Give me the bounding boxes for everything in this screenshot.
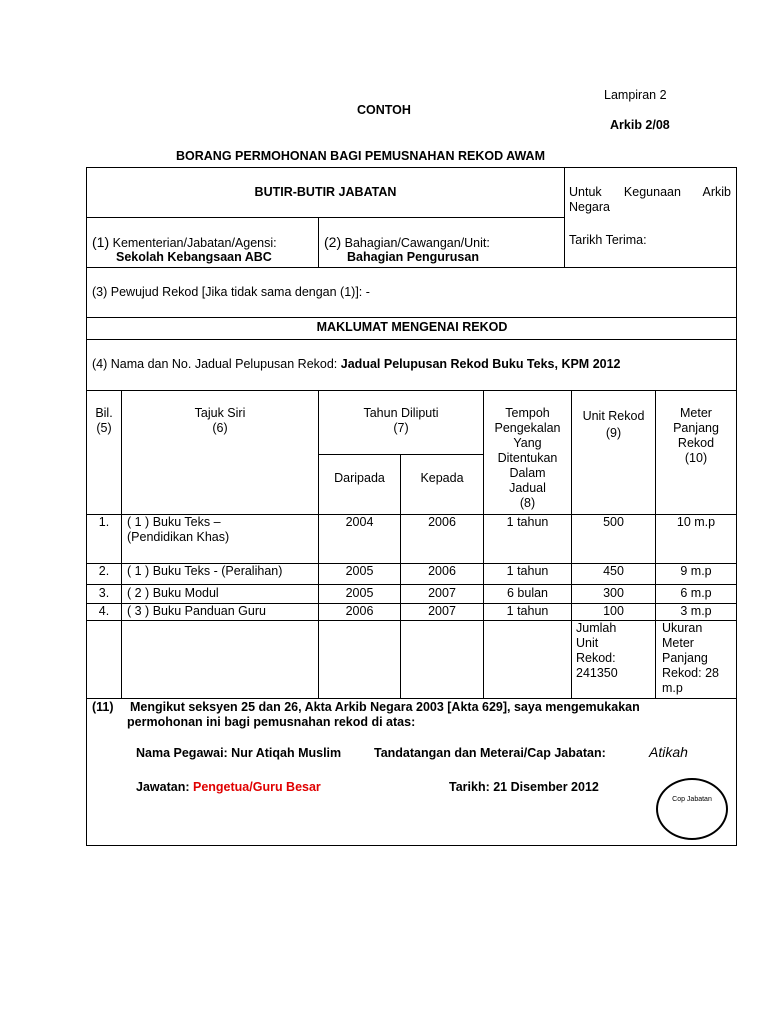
col-meter-number: (10) bbox=[684, 451, 708, 465]
row-unit: 450 bbox=[603, 564, 624, 578]
col-tajuk-number: (6) bbox=[212, 421, 228, 435]
col-bil-number: (5) bbox=[96, 421, 112, 435]
col-tahun-number: (7) bbox=[393, 421, 409, 435]
reference-number: Arkib 2/08 bbox=[610, 118, 670, 132]
row-bil: 3. bbox=[98, 586, 110, 600]
total-meter: Ukuran Meter Panjang Rekod: 28 m.p bbox=[662, 621, 719, 695]
row-tempoh: 1 tahun bbox=[506, 515, 549, 529]
row-daripada: 2005 bbox=[345, 586, 374, 600]
q2-number: (2) bbox=[324, 234, 342, 250]
archive-use-label: Untuk Kegunaan Arkib Negara bbox=[569, 185, 731, 214]
appendix-label: Lampiran 2 bbox=[604, 88, 667, 102]
row-tajuk-line1: ( 1 ) Buku Teks – bbox=[127, 515, 221, 529]
row-tempoh: 1 tahun bbox=[506, 604, 549, 618]
division-field-label bbox=[324, 235, 490, 251]
row-tempoh: 1 tahun bbox=[506, 564, 549, 578]
q1-label: Kementerian/Jabatan/Agensi: bbox=[112, 236, 277, 250]
col-tempoh-number: (8) bbox=[519, 496, 536, 510]
col-unit-label: Unit Rekod bbox=[582, 409, 645, 423]
row-meter: 6 m.p bbox=[680, 586, 712, 600]
col-meter-header bbox=[656, 406, 736, 466]
row-unit: 100 bbox=[603, 604, 624, 618]
row-tajuk-line2: (Pendidikan Khas) bbox=[127, 530, 230, 544]
stamp-text: Cop Jabatan bbox=[672, 796, 712, 803]
division-value: Bahagian Pengurusan bbox=[347, 250, 479, 264]
row-tajuk: ( 2 ) Buku Modul bbox=[127, 586, 219, 600]
officer-name: Nama Pegawai: Nur Atiqah Muslim bbox=[136, 746, 342, 760]
q2-label: Bahagian/Cawangan/Unit: bbox=[344, 236, 490, 250]
row-unit: 300 bbox=[603, 586, 624, 600]
date-received-label: Tarikh Terima: bbox=[569, 233, 647, 247]
record-creator-field: (3) Pewujud Rekod [Jika tidak sama dengan (1)]: - bbox=[92, 285, 370, 299]
col-tajuk-header bbox=[122, 406, 318, 436]
dept-heading: BUTIR-BUTIR JABATAN bbox=[254, 185, 397, 199]
row-tempoh: 6 bulan bbox=[506, 586, 548, 600]
date-field: Tarikh: 21 Disember 2012 bbox=[449, 780, 599, 794]
records-heading: MAKLUMAT MENGENAI REKOD bbox=[316, 320, 508, 334]
sample-label: CONTOH bbox=[357, 103, 411, 117]
schedule-field bbox=[92, 357, 621, 372]
col-daripada-header: Daripada bbox=[334, 471, 385, 485]
row-kepada: 2007 bbox=[428, 586, 456, 600]
position-value: Pengetua/Guru Besar bbox=[192, 780, 321, 794]
col-bil-label: Bil. bbox=[95, 406, 113, 420]
declaration-number: (11) bbox=[92, 700, 114, 714]
row-daripada: 2006 bbox=[345, 604, 374, 618]
col-tajuk-label: Tajuk Siri bbox=[194, 406, 246, 420]
ministry-value: Sekolah Kebangsaan ABC bbox=[116, 250, 272, 264]
row-meter: 3 m.p bbox=[680, 604, 712, 618]
position-label: Jawatan: bbox=[136, 780, 190, 794]
q1-number: (1) bbox=[92, 234, 110, 250]
signature: Atikah bbox=[649, 744, 688, 760]
row-unit: 500 bbox=[603, 515, 624, 529]
row-kepada: 2006 bbox=[428, 515, 456, 529]
col-meter-label: Meter Panjang Rekod bbox=[673, 406, 719, 450]
col-kepada-header: Kepada bbox=[420, 471, 464, 485]
department-stamp bbox=[656, 778, 728, 840]
row-daripada: 2004 bbox=[345, 515, 374, 529]
form-title: BORANG PERMOHONAN BAGI PEMUSNAHAN REKOD AWAM bbox=[176, 149, 545, 163]
row-bil: 2. bbox=[98, 564, 110, 578]
schedule-label: (4) Nama dan No. Jadual Pelupusan Rekod: bbox=[92, 357, 338, 371]
col-tempoh-label: Tempoh Pengekalan Yang Ditentukan Dalam Jadual bbox=[494, 406, 561, 495]
row-kepada: 2006 bbox=[428, 564, 456, 578]
col-tempoh-header bbox=[484, 406, 571, 511]
row-meter: 9 m.p bbox=[680, 564, 712, 578]
row-tajuk: ( 1 ) Buku Teks - (Peralihan) bbox=[127, 564, 283, 578]
declaration-text-line2: permohonan ini bagi pemusnahan rekod di atas: bbox=[127, 715, 416, 729]
row-kepada: 2007 bbox=[428, 604, 456, 618]
col-tahun-label: Tahun Diliputi bbox=[363, 406, 439, 420]
row-tajuk bbox=[127, 515, 229, 545]
col-unit-header bbox=[572, 408, 655, 442]
row-bil: 4. bbox=[98, 604, 110, 618]
ministry-field-label bbox=[92, 235, 277, 251]
row-tajuk: ( 3 ) Buku Panduan Guru bbox=[127, 604, 266, 618]
col-unit-number: (9) bbox=[605, 426, 622, 440]
row-bil: 1. bbox=[98, 515, 110, 529]
total-unit: Jumlah Unit Rekod: 241350 bbox=[576, 621, 618, 680]
position-field bbox=[136, 780, 321, 795]
row-meter: 10 m.p bbox=[676, 515, 716, 529]
row-daripada: 2005 bbox=[345, 564, 374, 578]
signature-label: Tandatangan dan Meterai/Cap Jabatan: bbox=[374, 746, 606, 760]
col-bil-header bbox=[87, 406, 121, 436]
declaration-text-line1: Mengikut seksyen 25 dan 26, Akta Arkib Negara 2003 [Akta 629], saya mengemukakan bbox=[130, 700, 640, 714]
col-tahun-header bbox=[319, 406, 483, 436]
schedule-value: Jadual Pelupusan Rekod Buku Teks, KPM 2012 bbox=[340, 357, 621, 371]
